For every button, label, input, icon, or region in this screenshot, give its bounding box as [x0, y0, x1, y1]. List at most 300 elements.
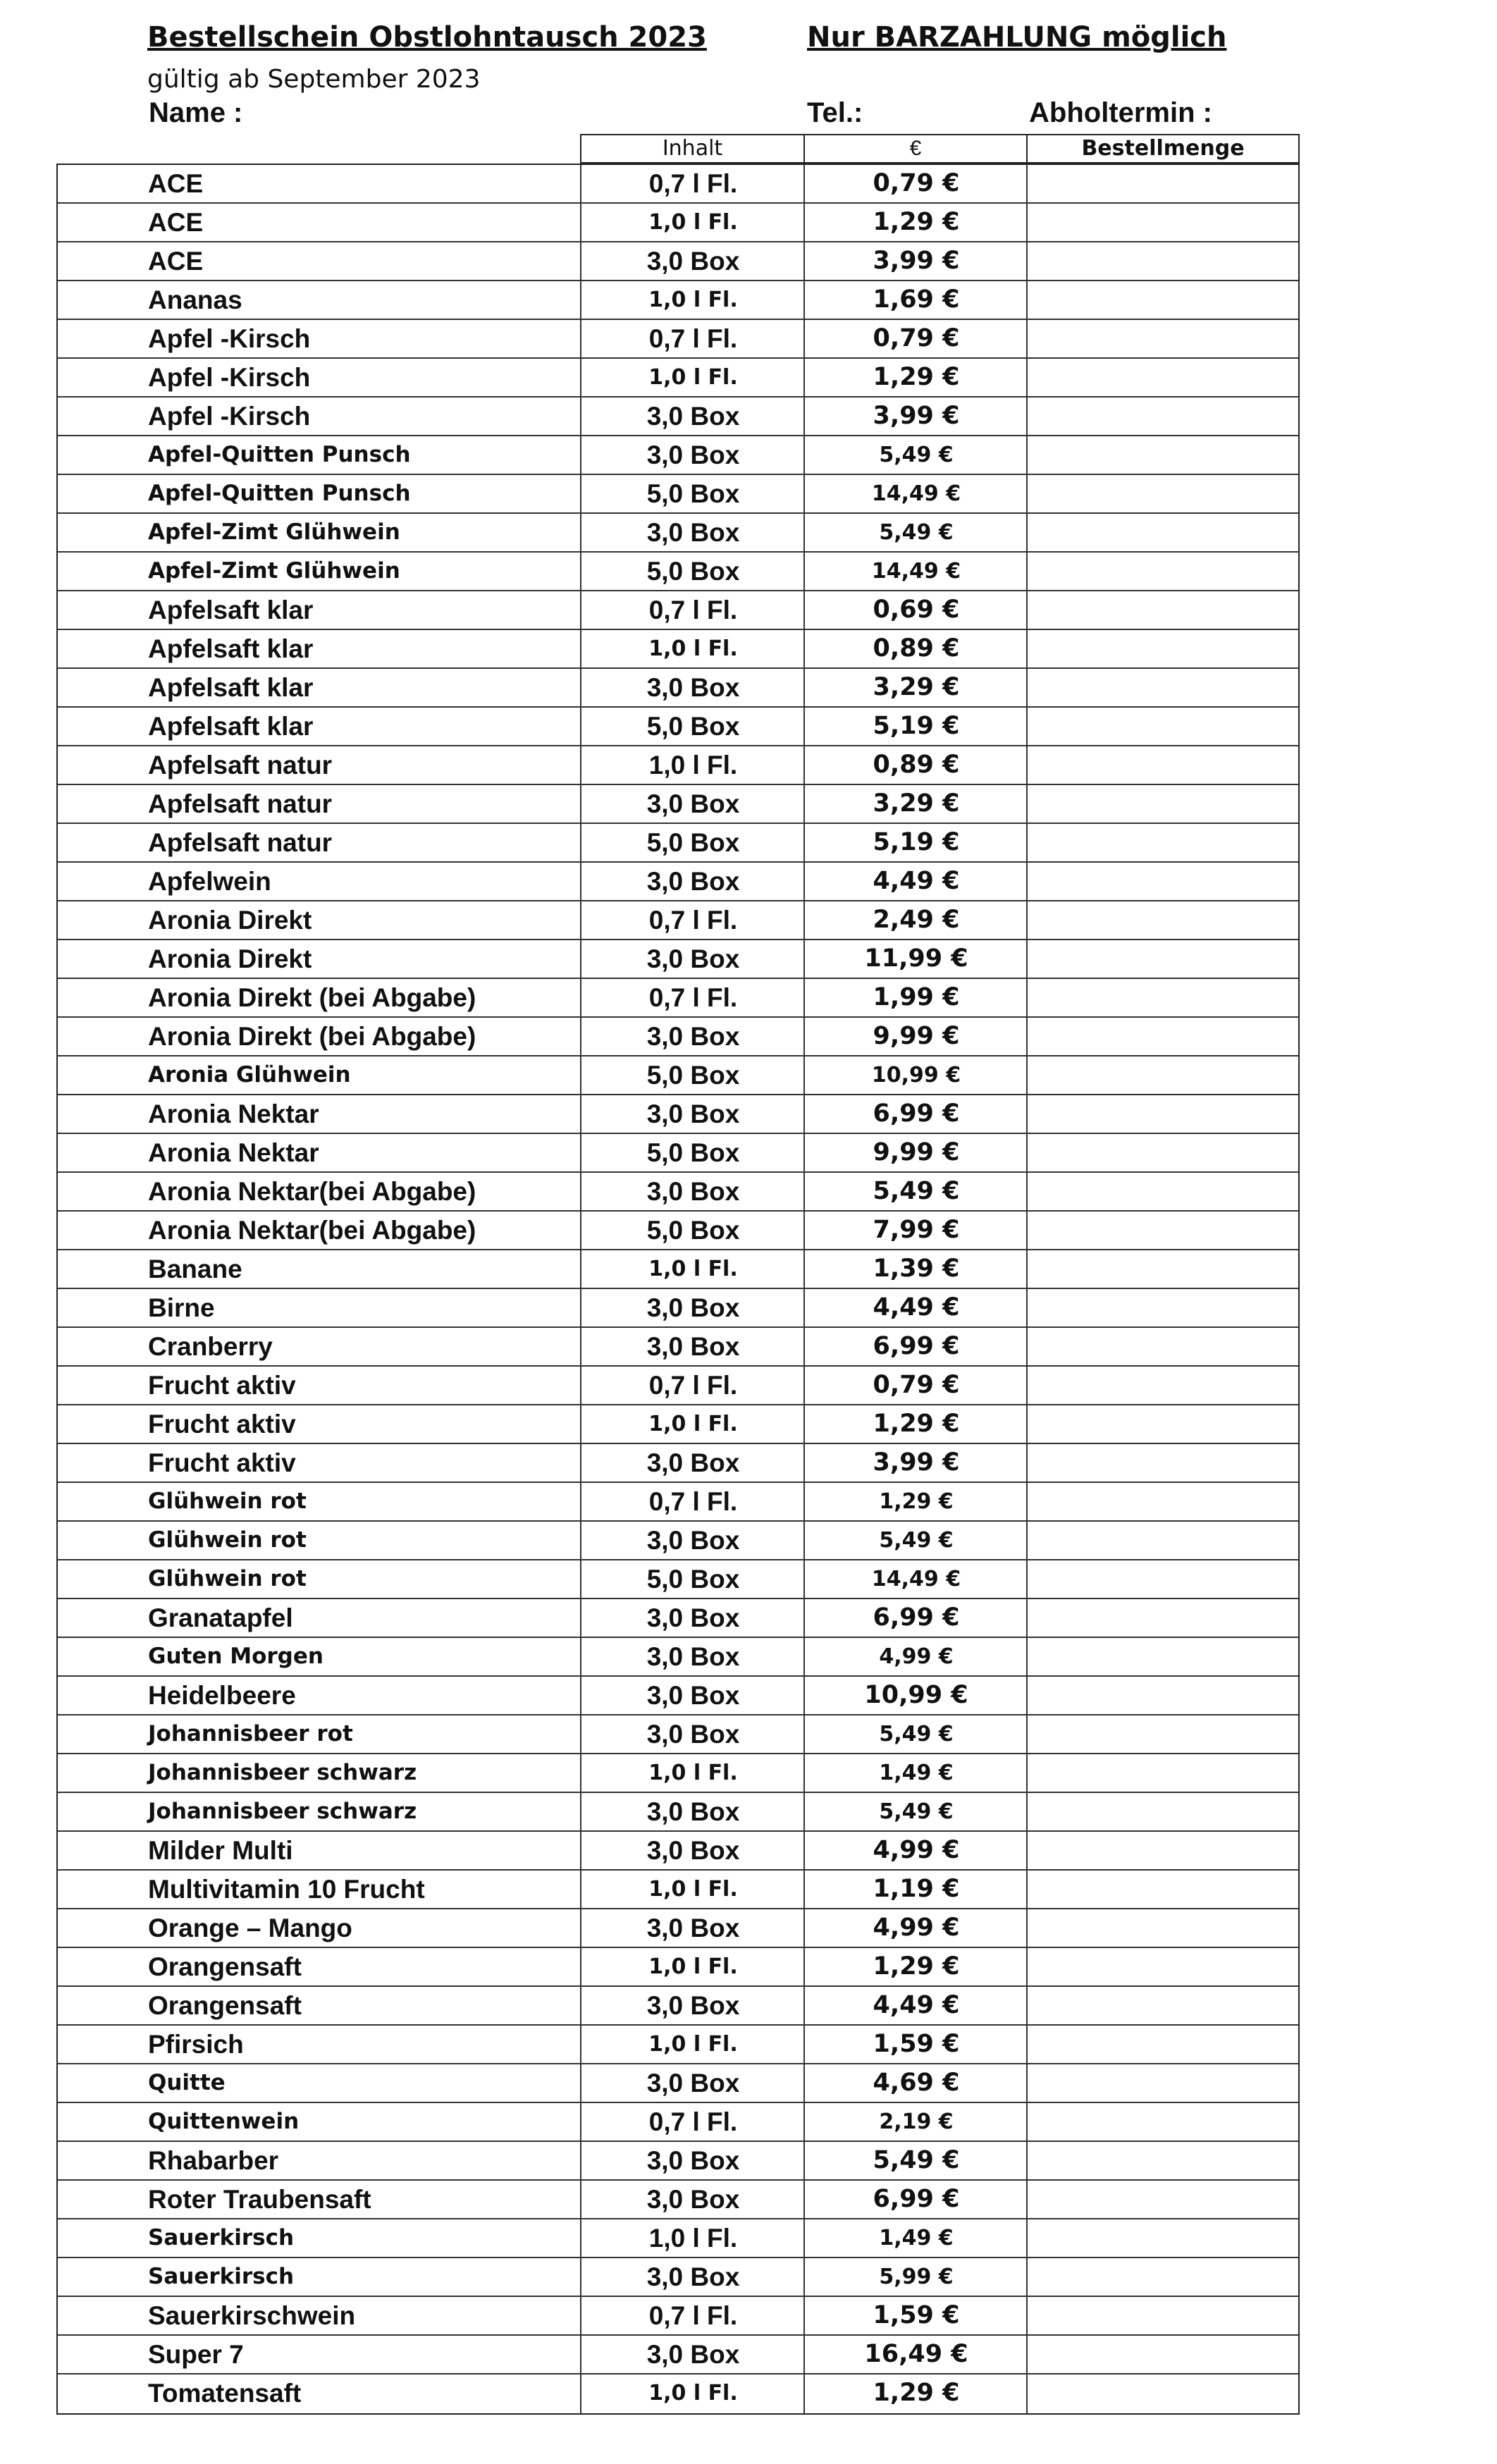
table-row: [58, 1677, 1298, 1715]
quantity-field[interactable]: [1026, 1250, 1298, 1288]
quantity-field[interactable]: [1026, 320, 1298, 357]
product-price: 3,29 €: [803, 669, 1028, 706]
quantity-field[interactable]: [1026, 901, 1298, 939]
quantity-field[interactable]: [1026, 1832, 1298, 1869]
product-price: 1,39 €: [803, 1250, 1028, 1288]
quantity-field[interactable]: [1026, 1095, 1298, 1133]
product-price: 5,49 €: [803, 1715, 1028, 1753]
product-price: 0,79 €: [803, 165, 1028, 202]
quantity-field[interactable]: [1026, 1212, 1298, 1249]
quantity-field[interactable]: [1026, 940, 1298, 978]
valid-from-note: gültig ab September 2023: [147, 65, 481, 94]
table-row: [58, 1754, 1298, 1793]
product-price: 9,99 €: [803, 1134, 1028, 1171]
table-row: [58, 1367, 1298, 1405]
quantity-field[interactable]: [1026, 242, 1298, 280]
quantity-field[interactable]: [1026, 2258, 1298, 2296]
product-name: Apfelsaft natur: [148, 828, 333, 857]
table-row: [58, 669, 1298, 708]
product-content: 0,7 l Fl.: [580, 979, 805, 1016]
table-row: [58, 1095, 1298, 1134]
product-name: Heidelbeere: [148, 1681, 296, 1710]
table-row: [58, 2336, 1298, 2374]
quantity-field[interactable]: [1026, 2374, 1298, 2413]
product-price: 1,29 €: [803, 359, 1028, 396]
quantity-field[interactable]: [1026, 1018, 1298, 1055]
product-name: Quitte: [148, 2070, 226, 2095]
quantity-field[interactable]: [1026, 281, 1298, 319]
quantity-field[interactable]: [1026, 1677, 1298, 1714]
product-name: Sauerkirsch: [148, 2264, 295, 2289]
product-name: Glühwein rot: [148, 1527, 307, 1553]
product-content: 3,0 Box: [580, 436, 805, 474]
name-label: Name :: [149, 97, 243, 128]
product-name: Tomatensaft: [148, 2379, 302, 2408]
table-row: [58, 165, 1298, 204]
product-name: Glühwein rot: [148, 1489, 307, 1514]
table-row: [58, 746, 1298, 785]
table-row: [58, 1483, 1298, 1522]
product-name: Apfel -Kirsch: [148, 324, 311, 353]
product-content: 3,0 Box: [580, 2064, 805, 2102]
product-content: 0,7 l Fl.: [580, 1483, 805, 1520]
product-price: 0,79 €: [803, 1367, 1028, 1404]
product-price: 4,99 €: [803, 1638, 1028, 1675]
quantity-field[interactable]: [1026, 1134, 1298, 1171]
product-content: 0,7 l Fl.: [580, 2297, 805, 2334]
product-content: 3,0 Box: [580, 1909, 805, 1947]
table-row: [58, 2064, 1298, 2103]
quantity-field[interactable]: [1026, 1057, 1298, 1094]
product-content: 3,0 Box: [580, 669, 805, 706]
quantity-field[interactable]: [1026, 2064, 1298, 2102]
product-price: 10,99 €: [803, 1057, 1028, 1094]
product-price: 5,49 €: [803, 1522, 1028, 1559]
product-name: Frucht aktiv: [148, 1371, 296, 1400]
product-name: ACE: [148, 169, 204, 198]
product-price: 3,99 €: [803, 1444, 1028, 1482]
quantity-field[interactable]: [1026, 1173, 1298, 1210]
quantity-field[interactable]: [1026, 1638, 1298, 1675]
quantity-field[interactable]: [1026, 669, 1298, 706]
table-row: [58, 1599, 1298, 1638]
product-name: Apfelsaft klar: [148, 596, 314, 624]
quantity-field[interactable]: [1026, 398, 1298, 435]
product-price: 5,49 €: [803, 1173, 1028, 1210]
quantity-field[interactable]: [1026, 475, 1298, 512]
product-name: Ananas: [148, 285, 242, 314]
table-row: [58, 1057, 1298, 1095]
quantity-field[interactable]: [1026, 1328, 1298, 1365]
product-content: 5,0 Box: [580, 1212, 805, 1249]
product-name: Multivitamin 10 Frucht: [148, 1875, 425, 1904]
product-content: 5,0 Box: [580, 553, 805, 590]
product-content: 3,0 Box: [580, 1095, 805, 1133]
product-name: Guten Morgen: [148, 1644, 324, 1669]
product-price: 4,49 €: [803, 863, 1028, 900]
product-price: 6,99 €: [803, 2181, 1028, 2218]
quantity-field[interactable]: [1026, 514, 1298, 551]
product-name: ACE: [148, 208, 204, 237]
table-row: [58, 708, 1298, 746]
product-name: Johannisbeer schwarz: [148, 1760, 417, 1785]
product-name: Birne: [148, 1293, 215, 1322]
product-price: 1,59 €: [803, 2297, 1028, 2334]
table-row: [58, 553, 1298, 591]
product-content: 3,0 Box: [580, 1832, 805, 1869]
product-price: 1,29 €: [803, 204, 1028, 241]
form-title: Bestellschein Obstlohntausch 2023: [147, 21, 707, 54]
table-row: [58, 1134, 1298, 1173]
product-name: Banane: [148, 1255, 242, 1283]
quantity-field[interactable]: [1026, 630, 1298, 667]
product-name: Apfelsaft natur: [148, 751, 333, 780]
table-row: [58, 204, 1298, 242]
table-row: [58, 901, 1298, 940]
table-row: [58, 1328, 1298, 1367]
product-content: 3,0 Box: [580, 1328, 805, 1365]
product-content: 3,0 Box: [580, 1715, 805, 1753]
product-price: 5,49 €: [803, 514, 1028, 551]
product-name: Apfelsaft klar: [148, 712, 314, 741]
table-row: [58, 979, 1298, 1018]
table-row: [58, 1909, 1298, 1948]
table-row: [58, 630, 1298, 669]
table-row: [58, 1948, 1298, 1987]
product-name: Aronia Direkt (bei Abgabe): [148, 1022, 476, 1051]
table-row: [58, 2142, 1298, 2181]
product-content: 3,0 Box: [580, 2336, 805, 2373]
product-content: 3,0 Box: [580, 1599, 805, 1637]
product-content: 1,0 l Fl.: [580, 1754, 805, 1792]
table-row: [58, 2297, 1298, 2336]
product-name: Glühwein rot: [148, 1566, 307, 1591]
product-price: 14,49 €: [803, 475, 1028, 512]
product-content: 5,0 Box: [580, 1560, 805, 1598]
table-row: [58, 940, 1298, 979]
product-price: 6,99 €: [803, 1599, 1028, 1637]
product-price: 1,19 €: [803, 1871, 1028, 1908]
quantity-field[interactable]: [1026, 359, 1298, 396]
column-header-inhalt: Inhalt: [580, 134, 805, 164]
product-content: 3,0 Box: [580, 398, 805, 435]
quantity-field[interactable]: [1026, 2181, 1298, 2218]
product-price: 2,49 €: [803, 901, 1028, 939]
order-table: [56, 164, 1300, 2415]
product-price: 1,49 €: [803, 1754, 1028, 1792]
product-price: 0,79 €: [803, 320, 1028, 357]
product-content: 3,0 Box: [580, 1173, 805, 1210]
product-price: 1,59 €: [803, 2026, 1028, 2063]
table-row: [58, 1018, 1298, 1057]
table-row: [58, 1405, 1298, 1444]
product-price: 4,99 €: [803, 1909, 1028, 1947]
product-price: 14,49 €: [803, 553, 1028, 590]
payment-note: Nur BARZAHLUNG möglich: [807, 21, 1227, 54]
product-name: Aronia Direkt: [148, 906, 312, 935]
product-price: 2,19 €: [803, 2103, 1028, 2140]
table-row: [58, 2026, 1298, 2064]
product-price: 5,19 €: [803, 708, 1028, 745]
product-content: 0,7 l Fl.: [580, 320, 805, 357]
quantity-field[interactable]: [1026, 2026, 1298, 2063]
product-name: Apfel -Kirsch: [148, 363, 311, 392]
quantity-field[interactable]: [1026, 1289, 1298, 1326]
product-price: 5,19 €: [803, 824, 1028, 861]
product-name: Apfel-Quitten Punsch: [148, 481, 411, 506]
product-price: 4,49 €: [803, 1987, 1028, 2024]
table-row: [58, 514, 1298, 553]
table-row: [58, 1793, 1298, 1832]
tel-label: Tel.:: [807, 97, 863, 128]
product-name: Orangensaft: [148, 1952, 302, 1981]
product-content: 1,0 l Fl.: [580, 359, 805, 396]
product-content: 5,0 Box: [580, 475, 805, 512]
product-content: 0,7 l Fl.: [580, 591, 805, 629]
product-content: 3,0 Box: [580, 1638, 805, 1675]
product-price: 11,99 €: [803, 940, 1028, 978]
table-row: [58, 1987, 1298, 2026]
product-content: 3,0 Box: [580, 1018, 805, 1055]
product-price: 1,69 €: [803, 281, 1028, 319]
product-content: 3,0 Box: [580, 1793, 805, 1830]
product-name: Orangensaft: [148, 1991, 302, 2020]
product-price: 6,99 €: [803, 1328, 1028, 1365]
table-row: [58, 436, 1298, 475]
product-name: Pfirsich: [148, 2030, 244, 2059]
product-content: 5,0 Box: [580, 824, 805, 861]
product-name: Super 7: [148, 2340, 244, 2369]
quantity-field[interactable]: [1026, 1405, 1298, 1443]
product-content: 0,7 l Fl.: [580, 2103, 805, 2140]
product-content: 3,0 Box: [580, 1677, 805, 1714]
table-row: [58, 2103, 1298, 2142]
quantity-field[interactable]: [1026, 1948, 1298, 1985]
table-row: [58, 359, 1298, 398]
product-price: 1,29 €: [803, 2374, 1028, 2413]
product-name: Apfel-Zimt Glühwein: [148, 558, 400, 584]
table-row: [58, 591, 1298, 630]
product-price: 10,99 €: [803, 1677, 1028, 1714]
table-row: [58, 1560, 1298, 1599]
product-content: 1,0 l Fl.: [580, 2219, 805, 2257]
product-price: 14,49 €: [803, 1560, 1028, 1598]
product-name: Frucht aktiv: [148, 1448, 296, 1477]
table-row: [58, 863, 1298, 901]
product-content: 5,0 Box: [580, 1057, 805, 1094]
table-row: [58, 1250, 1298, 1289]
product-price: 0,69 €: [803, 591, 1028, 629]
product-price: 6,99 €: [803, 1095, 1028, 1133]
quantity-field[interactable]: [1026, 708, 1298, 745]
product-content: 1,0 l Fl.: [580, 2026, 805, 2063]
product-price: 3,99 €: [803, 242, 1028, 280]
product-content: 3,0 Box: [580, 2181, 805, 2218]
product-name: Roter Traubensaft: [148, 2185, 371, 2214]
quantity-field[interactable]: [1026, 785, 1298, 823]
quantity-field[interactable]: [1026, 979, 1298, 1016]
product-content: 1,0 l Fl.: [580, 746, 805, 784]
product-name: Apfel-Quitten Punsch: [148, 442, 411, 467]
product-content: 3,0 Box: [580, 785, 805, 823]
table-row: [58, 2181, 1298, 2219]
quantity-field[interactable]: [1026, 1483, 1298, 1520]
quantity-field[interactable]: [1026, 2297, 1298, 2334]
product-content: 5,0 Box: [580, 708, 805, 745]
product-content: 0,7 l Fl.: [580, 1367, 805, 1404]
quantity-field[interactable]: [1026, 1560, 1298, 1598]
product-content: 5,0 Box: [580, 1134, 805, 1171]
table-row: [58, 824, 1298, 863]
quantity-field[interactable]: [1026, 746, 1298, 784]
product-name: ACE: [148, 247, 204, 276]
product-name: Apfelsaft klar: [148, 673, 314, 702]
table-row: [58, 1832, 1298, 1871]
table-row: [58, 2258, 1298, 2297]
column-header-quantity: Bestellmenge: [1026, 134, 1300, 164]
product-content: 3,0 Box: [580, 2258, 805, 2296]
product-name: Frucht aktiv: [148, 1410, 296, 1439]
quantity-field[interactable]: [1026, 1754, 1298, 1792]
product-price: 5,49 €: [803, 436, 1028, 474]
product-price: 4,69 €: [803, 2064, 1028, 2102]
product-name: Aronia Direkt (bei Abgabe): [148, 983, 476, 1012]
product-price: 1,29 €: [803, 1948, 1028, 1985]
quantity-field[interactable]: [1026, 2103, 1298, 2140]
product-content: 3,0 Box: [580, 1522, 805, 1559]
product-content: 0,7 l Fl.: [580, 901, 805, 939]
product-content: 3,0 Box: [580, 1444, 805, 1482]
product-name: Johannisbeer schwarz: [148, 1799, 417, 1824]
product-content: 3,0 Box: [580, 242, 805, 280]
table-row: [58, 2374, 1298, 2413]
product-name: Granatapfel: [148, 1603, 293, 1632]
product-content: 3,0 Box: [580, 1289, 805, 1326]
quantity-field[interactable]: [1026, 436, 1298, 474]
product-name: Apfelsaft klar: [148, 634, 314, 663]
product-name: Sauerkirsch: [148, 2225, 295, 2250]
table-row: [58, 1522, 1298, 1560]
product-price: 1,29 €: [803, 1483, 1028, 1520]
product-price: 4,49 €: [803, 1289, 1028, 1326]
quantity-field[interactable]: [1026, 1715, 1298, 1753]
quantity-field[interactable]: [1026, 1444, 1298, 1482]
product-name: Aronia Glühwein: [148, 1062, 351, 1088]
table-row: [58, 1871, 1298, 1909]
quantity-field[interactable]: [1026, 1599, 1298, 1637]
product-name: Apfel -Kirsch: [148, 402, 311, 431]
quantity-field[interactable]: [1026, 863, 1298, 900]
product-name: Quittenwein: [148, 2109, 300, 2134]
product-content: 3,0 Box: [580, 1987, 805, 2024]
product-content: 1,0 l Fl.: [580, 204, 805, 241]
product-content: 1,0 l Fl.: [580, 2374, 805, 2413]
product-content: 3,0 Box: [580, 863, 805, 900]
table-row: [58, 475, 1298, 514]
quantity-field[interactable]: [1026, 2142, 1298, 2179]
product-content: 3,0 Box: [580, 2142, 805, 2179]
table-row: [58, 281, 1298, 320]
column-header-price: €: [803, 134, 1028, 164]
product-name: Cranberry: [148, 1332, 273, 1361]
product-price: 3,29 €: [803, 785, 1028, 823]
product-name: Aronia Nektar: [148, 1099, 319, 1128]
product-price: 3,99 €: [803, 398, 1028, 435]
product-content: 1,0 l Fl.: [580, 1948, 805, 1985]
product-price: 1,99 €: [803, 979, 1028, 1016]
quantity-field[interactable]: [1026, 1522, 1298, 1559]
product-content: 1,0 l Fl.: [580, 281, 805, 319]
quantity-field[interactable]: [1026, 1367, 1298, 1404]
quantity-field[interactable]: [1026, 591, 1298, 629]
quantity-field[interactable]: [1026, 204, 1298, 241]
table-row: [58, 785, 1298, 824]
product-price: 5,99 €: [803, 2258, 1028, 2296]
table-row: [58, 242, 1298, 281]
product-content: 3,0 Box: [580, 940, 805, 978]
product-price: 5,49 €: [803, 1793, 1028, 1830]
product-price: 1,49 €: [803, 2219, 1028, 2257]
product-content: 3,0 Box: [580, 514, 805, 551]
product-content: 1,0 l Fl.: [580, 1871, 805, 1908]
product-name: Aronia Nektar(bei Abgabe): [148, 1216, 476, 1245]
table-row: [58, 1715, 1298, 1754]
product-price: 0,89 €: [803, 630, 1028, 667]
product-content: 1,0 l Fl.: [580, 630, 805, 667]
product-content: 0,7 l Fl.: [580, 165, 805, 202]
product-price: 9,99 €: [803, 1018, 1028, 1055]
table-row: [58, 1444, 1298, 1483]
product-name: Apfelwein: [148, 867, 271, 896]
quantity-field[interactable]: [1026, 1871, 1298, 1908]
product-name: Sauerkirschwein: [148, 2301, 356, 2330]
product-price: 16,49 €: [803, 2336, 1028, 2373]
table-row: [58, 1173, 1298, 1212]
product-content: 1,0 l Fl.: [580, 1250, 805, 1288]
quantity-field[interactable]: [1026, 165, 1298, 202]
product-name: Milder Multi: [148, 1836, 293, 1865]
product-price: 5,49 €: [803, 2142, 1028, 2179]
quantity-field[interactable]: [1026, 2219, 1298, 2257]
pickup-date-label: Abholtermin :: [1029, 97, 1212, 128]
product-price: 4,99 €: [803, 1832, 1028, 1869]
product-price: 1,29 €: [803, 1405, 1028, 1443]
product-name: Orange – Mango: [148, 1914, 352, 1942]
table-row: [58, 320, 1298, 359]
quantity-field[interactable]: [1026, 2336, 1298, 2373]
product-name: Aronia Nektar: [148, 1138, 319, 1167]
table-row: [58, 398, 1298, 436]
product-price: 7,99 €: [803, 1212, 1028, 1249]
product-price: 0,89 €: [803, 746, 1028, 784]
quantity-field[interactable]: [1026, 1987, 1298, 2024]
product-name: Aronia Nektar(bei Abgabe): [148, 1177, 476, 1206]
table-row: [58, 1289, 1298, 1328]
product-name: Apfelsaft natur: [148, 789, 333, 818]
product-name: Johannisbeer rot: [148, 1721, 353, 1747]
product-content: 1,0 l Fl.: [580, 1405, 805, 1443]
quantity-field[interactable]: [1026, 824, 1298, 861]
table-row: [58, 1212, 1298, 1250]
table-row: [58, 1638, 1298, 1677]
product-name: Rhabarber: [148, 2146, 279, 2175]
quantity-field[interactable]: [1026, 1793, 1298, 1830]
quantity-field[interactable]: [1026, 1909, 1298, 1947]
product-name: Apfel-Zimt Glühwein: [148, 519, 400, 545]
table-row: [58, 2219, 1298, 2258]
product-name: Aronia Direkt: [148, 944, 312, 973]
quantity-field[interactable]: [1026, 553, 1298, 590]
